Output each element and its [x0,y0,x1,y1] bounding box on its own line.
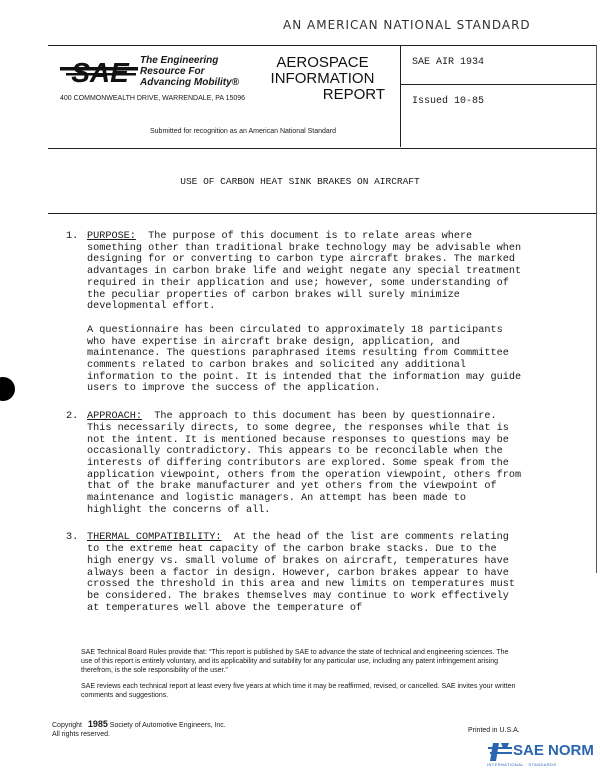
watermark-text: SAE NORM [513,742,594,759]
page-border [596,45,597,573]
technical-board-rules: SAE Technical Board Rules provide that: “This report is published by SAE to advance the state of technical and engineering sciences. The use of this report is entirely voluntary, and its applicability and suitability for any particular use, including any patent infringement arising therefrom, is the sole responsibility of the user.” [81,649,509,675]
review-notice: SAE reviews each technical report at least every five years at which time it may be reaffirmed, revised, or cancelled. SAE invites your written comments and suggestions. [81,682,516,699]
title-divider [48,213,597,214]
issue-date: Issued 10-85 [412,96,485,107]
tagline-line: Advancing Mobility® [140,77,240,88]
submission-note: Submitted for recognition as an American National Standard [150,128,336,135]
section-number: 1. [66,231,79,242]
report-type-line: REPORT [322,86,385,103]
section-number: 3. [66,532,79,544]
copyright-owner: Society of Automotive Engineers, Inc. [109,722,226,729]
report-type-line: AEROSPACE [276,54,369,71]
document-number: SAE AIR 1934 [412,57,485,68]
paragraph-text: At the head of the list are comments relating to the extreme heat capacity of the carbon brake stacks. Due to the high energy vs. small volume of brakes on aircraft, temperatures have always been a factor in design. However, carbon brakes appear to have crossed the threshold in this area and new limits on temperatures must be considered. The brakes themselves may continue to work effectively at temperatures well above the temperature of [87,532,515,614]
logo-lettering: SAE [71,57,129,86]
watermark [487,737,597,771]
tagline-line: Resource For [140,66,205,77]
paragraph-text: The approach to this document has been by questionnaire. This necessarily directs, to some degree, the responses while that is not the intent. It is mentioned because responses to questions may be occasionally contradictory. This appears to be reconcilable when the interests of differing contributors are explored. Some speak from the application viewpoint, others from the operation viewpoint, others from that of the brake manufacturer and yet others from the viewpoint of maintenance and logistic managers. An attempt has been made to highlight the concerns of all. [87,411,522,516]
copyright-label: Copyright [52,722,82,729]
header-divider [401,84,597,85]
copyright-line [52,720,226,730]
report-type-line: INFORMATION [270,70,375,87]
section-paragraph [87,411,526,516]
section-approach [66,411,526,516]
standard-designation: AN AMERICAN NATIONAL STANDARD [283,18,531,32]
section-paragraph [87,231,526,313]
section-paragraph [87,532,526,614]
copyright-year: 1985 [87,719,108,729]
watermark-subtext: INTERNATIONAL · STANDARDS [487,762,557,767]
section-heading: PURPOSE: [87,231,136,242]
section-heading: THERMAL COMPATIBILITY: [87,532,222,544]
copyright [52,720,226,739]
sae-address: 400 COMMONWEALTH DRIVE, WARRENDALE, PA 15096 [60,95,246,102]
section-thermal-compatibility [66,532,526,614]
punch-hole [0,377,15,401]
footer-notice [81,648,521,706]
rights-reserved: All rights reserved. [52,731,110,739]
printed-in: Printed in U.S.A. [468,727,520,734]
report-type [260,55,385,103]
header-divider [400,45,401,147]
section-paragraph: A questionnaire has been circulated to approximately 18 participants who have expertise in aircraft brake design, application, and maintenance. The questions paraphrased items resulting from Committee comments related to carbon brakes and solicited any additional information to the point. It is intended that the information may guide users to improve the success of the application. [87,324,522,395]
document-body [66,231,526,630]
document-title: USE OF CARBON HEAT SINK BRAKES ON AIRCRAFT [180,176,420,187]
watermark-logo-icon [487,739,513,763]
section-purpose [66,231,526,395]
sae-tagline [140,55,270,88]
sae-logo-icon [60,56,138,86]
paragraph-text: The purpose of this document is to relate areas where something other than traditional brake technology may be advisable when designing for or converting to carbon type aircraft brakes. The marked advantages in carbon brake life and weight negate any special treatment required in their application and use; however, some understanding of the peculiar properties of carbon brakes will surely minimize developmental effort. [87,231,522,313]
tagline-line: The Engineering [140,55,219,66]
section-heading: APPROACH: [87,411,143,423]
section-number: 2. [66,411,79,423]
